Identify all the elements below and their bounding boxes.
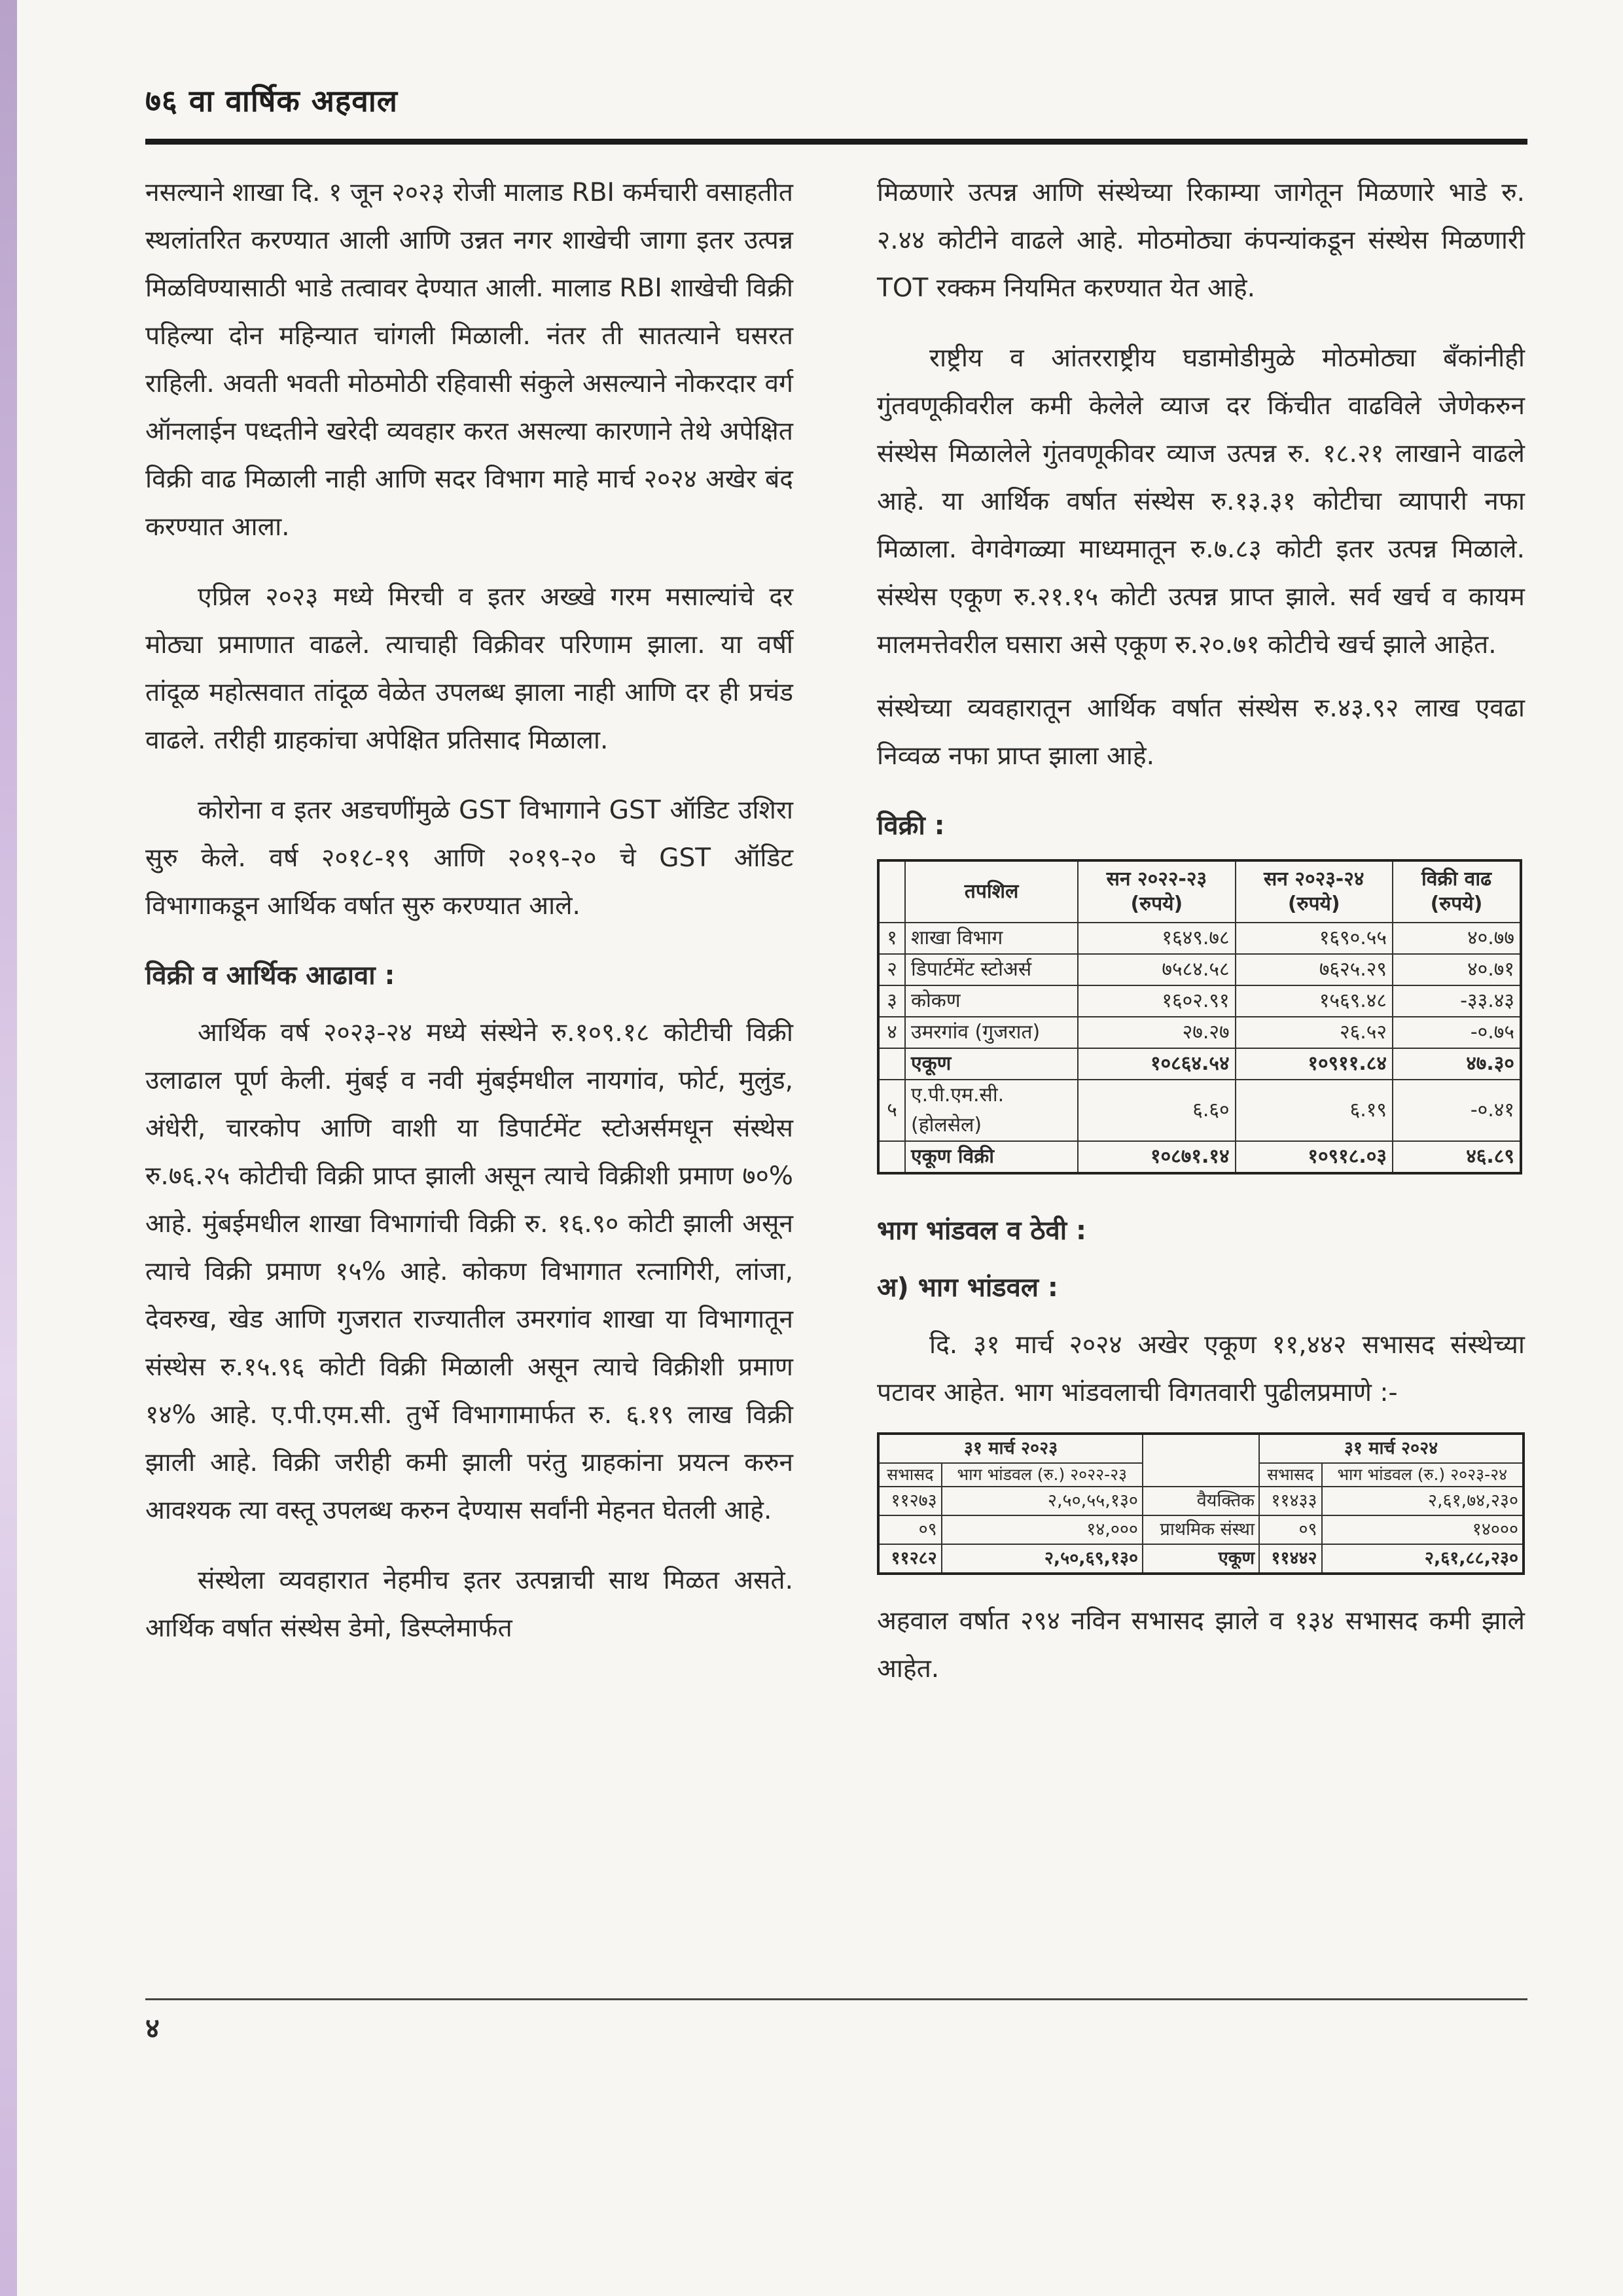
header-rule <box>145 139 1527 145</box>
section-heading: विक्री : <box>877 811 945 841</box>
value-2022-23: १६०२.९१ <box>1078 985 1235 1017</box>
row-index: १ <box>878 923 905 954</box>
capital-2023: २,५०,६९,१३० <box>942 1544 1143 1574</box>
row-index <box>878 1048 905 1080</box>
value-2023-24: १०९११.८४ <box>1236 1048 1393 1080</box>
paragraph: दि. ३१ मार्च २०२४ अखेर एकूण ११,४४२ सभासद संस्थेच्या पटावर आहेत. भाग भांडवलाची विगतवारी पुढीलप्रमाणे :- <box>877 1330 1525 1407</box>
capital-2024: २,६१,७४,२३० <box>1322 1487 1524 1515</box>
table-row <box>878 954 1521 985</box>
value-growth: -०.४१ <box>1393 1080 1521 1141</box>
paragraph: संस्थेला व्यवहारात नेहमीच इतर उत्पन्नाची साथ मिळत असते. आर्थिक वर्षात संस्थेस डेमो, डिस्प्लेमार्फत <box>145 1566 793 1643</box>
table-row <box>878 1017 1521 1048</box>
table-header <box>1143 1434 1259 1487</box>
row-label: ए.पी.एम.सी. (होलसेल) <box>905 1080 1078 1141</box>
row-label: उमरगांव (गुजरात) <box>905 1017 1078 1048</box>
value-2022-23: १०८६४.५४ <box>1078 1048 1235 1080</box>
subtotal-row <box>878 1048 1521 1080</box>
page-header <box>145 80 1526 120</box>
paragraph: मिळणारे उत्पन्न आणि संस्थेच्या रिकाम्या जागेतून मिळणारे भाडे रु. २.४४ कोटीने वाढले आहे. मोठमोठ्या कंपन्यांकडून संस्थेस मिळणारी TOT रक्कम नियमित करण्यात येत आहे. <box>877 178 1525 303</box>
section-heading: भाग भांडवल व ठेवी : <box>877 1216 1087 1246</box>
table-header: विक्री वाढ (रुपये) <box>1393 860 1521 923</box>
row-label: डिपार्टमेंट स्टोअर्स <box>905 954 1078 985</box>
capital-2023: २,५०,५५,१३० <box>942 1487 1143 1515</box>
paragraph: राष्ट्रीय व आंतरराष्ट्रीय घडामोडीमुळे मोठमोठ्या बँकांनीही गुंतवणूकीवरील कमी केलेले व्याज दर किंचीत वाढविले जेणेकरुन संस्थेस मिळालेले गुंतवणूकीवर व्याज उत्पन्न रु. १८.२१ लाखाने वाढले आहे. या आर्थिक वर्षात संस्थेस रु.१३.३१ कोटीचा व्यापारी नफा मिळाला. वेगवेगळ्या माध्यमातून रु.७.८३ कोटी इतर उत्पन्न मिळाले. संस्थेस एकूण रु.२१.१५ कोटी उत्पन्न प्राप्त झाले. सर्व खर्च व कायम मालमत्तेवरील घसारा असे एकूण रु.२०.७१ कोटीचे खर्च झाले आहेत. <box>877 344 1525 660</box>
value-2022-23: ६.६० <box>1078 1080 1235 1141</box>
value-2023-24: ७६२५.२९ <box>1236 954 1393 985</box>
value-2023-24: १६९०.५५ <box>1236 923 1393 954</box>
members-2024: ११४३३ <box>1259 1487 1322 1515</box>
table-row <box>878 923 1521 954</box>
table-header: ३१ मार्च २०२३ <box>878 1434 1143 1463</box>
table-row <box>878 1515 1524 1544</box>
members-2023: ११२७३ <box>878 1487 942 1515</box>
members-2024: ११४४२ <box>1259 1544 1322 1574</box>
table-header-row <box>878 1434 1524 1463</box>
table-row <box>878 985 1521 1017</box>
value-2023-24: २६.५२ <box>1236 1017 1393 1048</box>
value-2022-23: १०८७१.१४ <box>1078 1141 1235 1173</box>
value-2022-23: १६४९.७८ <box>1078 923 1235 954</box>
value-2022-23: २७.२७ <box>1078 1017 1235 1048</box>
table-header: तपशिल <box>905 860 1078 923</box>
row-label: प्राथमिक संस्था <box>1143 1515 1259 1544</box>
value-growth: ४७.३० <box>1393 1048 1521 1080</box>
table-header: सभासद <box>878 1463 942 1487</box>
row-label: एकूण विक्री <box>905 1141 1078 1173</box>
value-growth: ४६.८९ <box>1393 1141 1521 1173</box>
table-header: सभासद <box>1259 1463 1322 1487</box>
paragraph: कोरोना व इतर अडचणींमुळे GST विभागाने GST ऑडिट उशिरा सुरु केले. वर्ष २०१८-१९ आणि २०१९-२० चे GST ऑडिट विभागाकडून आर्थिक वर्षात सुरु करण्यात आले. <box>145 796 793 921</box>
paragraph: एप्रिल २०२३ मध्ये मिरची व इतर अख्खे गरम मसाल्यांचे दर मोठ्या प्रमाणात वाढले. त्याचाही विक्रीवर परिणाम झाला. या वर्षी तांदूळ महोत्सवात तांदूळ वेळेत उपलब्ध झाला नाही आणि दर ही प्रचंड वाढले. तरीही ग्राहकांचा अपेक्षित प्रतिसाद मिळाला. <box>145 582 793 755</box>
row-index: ४ <box>878 1017 905 1048</box>
row-label: कोकण <box>905 985 1078 1017</box>
value-2022-23: ७५८४.५८ <box>1078 954 1235 985</box>
capital-2024: २,६१,८८,२३० <box>1322 1544 1524 1574</box>
paragraph: आर्थिक वर्ष २०२३-२४ मध्ये संस्थेने रु.१०९.१८ कोटीची विक्री उलाढाल पूर्ण केली. मुंबई व नवी मुंबईमधील नायगांव, फोर्ट, मुलुंड, अंधेरी, चारकोप आणि वाशी या डिपार्टमेंट स्टोअर्समधून संस्थेस रु.७६.२५ कोटीची विक्री प्राप्त झाली असून त्याचे विक्रीशी प्रमाण ७०% आहे. मुंबईमधील शाखा विभागांची विक्री रु. १६.९० कोटी झाली असून त्याचे विक्री प्रमाण १५% आहे. कोकण विभागात रत्नागिरी, लांजा, देवरुख, खेड आणि गुजरात राज्यातील उमरगांव शाखा या विभागातून संस्थेस रु.१५.९६ कोटी विक्री मिळाली असून त्याचे विक्रीशी प्रमाण १४% आहे. ए.पी.एम.सी. तुर्भे विभागामार्फत रु. ६.१९ लाख विक्री झाली आहे. विक्री जरीही कमी झाली परंतु ग्राहकांना प्रयत्न करुन आवश्यक त्या वस्तू उपलब्ध करुन देण्यास सर्वांनी मेहनत घेतली आहे. <box>145 1018 793 1525</box>
capital-2024: १४००० <box>1322 1515 1524 1544</box>
capital-2023: १४,००० <box>942 1515 1143 1544</box>
table-header: ३१ मार्च २०२४ <box>1259 1434 1524 1463</box>
right-column <box>877 169 1525 1715</box>
table-header: सन २०२३-२४ (रुपये) <box>1236 860 1393 923</box>
total-row <box>878 1141 1521 1173</box>
value-growth: -३३.४३ <box>1393 985 1521 1017</box>
value-2023-24: ६.१९ <box>1236 1080 1393 1141</box>
subsection-heading: अ) भाग भांडवल : <box>877 1273 1058 1303</box>
paragraph: अहवाल वर्षात २९४ नविन सभासद झाले व १३४ सभासद कमी झाले आहेत. <box>877 1606 1525 1684</box>
table-header: भाग भांडवल (रु.) २०२३-२४ <box>1322 1463 1524 1487</box>
row-label: एकूण <box>1143 1544 1259 1574</box>
row-index: २ <box>878 954 905 985</box>
table-row <box>878 1487 1524 1515</box>
paragraph: नसल्याने शाखा दि. १ जून २०२३ रोजी मालाड RBI कर्मचारी वसाहतीत स्थलांतरित करण्यात आली आणि उन्नत नगर शाखेची जागा इतर उत्पन्न मिळविण्यासाठी भाडे तत्वावर देण्यात आली. मालाड RBI शाखेची विक्री पहिल्या दोन महिन्यात चांगली मिळाली. नंतर ती सातत्याने घसरत राहिली. अवती भवती मोठमोठी रहिवासी संकुले असल्याने नोकरदार वर्ग ऑनलाईन पध्दतीने खरेदी व्यवहार करत असल्या कारणाने तेथे अपेक्षित विक्री वाढ मिळाली नाही आणि सदर विभाग माहे मार्च २०२४ अखेर बंद करण्यात आला. <box>145 178 793 542</box>
value-2023-24: १५६९.४८ <box>1236 985 1393 1017</box>
table-header: सन २०२२-२३ (रुपये) <box>1078 860 1235 923</box>
members-2023: ११२८२ <box>878 1544 942 1574</box>
row-index: ३ <box>878 985 905 1017</box>
value-growth: -०.७५ <box>1393 1017 1521 1048</box>
row-index <box>878 1141 905 1173</box>
report-title: ७६ वा वार्षिक अहवाल <box>145 83 398 118</box>
footer-rule <box>145 1998 1527 2000</box>
left-column <box>145 169 793 1674</box>
row-index: ५ <box>878 1080 905 1141</box>
page-number: ४ <box>145 2012 160 2044</box>
members-2024: ०९ <box>1259 1515 1322 1544</box>
row-label: शाखा विभाग <box>905 923 1078 954</box>
members-2023: ०९ <box>878 1515 942 1544</box>
paragraph: संस्थेच्या व्यवहारातून आर्थिक वर्षात संस्थेस रु.४३.९२ लाख एवढा निव्वळ नफा प्राप्त झाला आहे. <box>877 694 1525 771</box>
table-row <box>878 1080 1521 1141</box>
value-growth: ४०.७७ <box>1393 923 1521 954</box>
row-label: वैयक्तिक <box>1143 1487 1259 1515</box>
total-row <box>878 1544 1524 1574</box>
section-heading: विक्री व आर्थिक आढावा : <box>145 961 395 991</box>
value-growth: ४०.७१ <box>1393 954 1521 985</box>
table-header-row <box>878 860 1521 923</box>
value-2023-24: १०९१८.०३ <box>1236 1141 1393 1173</box>
row-label: एकूण <box>905 1048 1078 1080</box>
sales-table <box>877 859 1522 1174</box>
table-header <box>878 860 905 923</box>
page-edge-strip <box>0 0 17 2296</box>
share-capital-table <box>877 1432 1525 1575</box>
table-header: भाग भांडवल (रु.) २०२२-२३ <box>942 1463 1143 1487</box>
